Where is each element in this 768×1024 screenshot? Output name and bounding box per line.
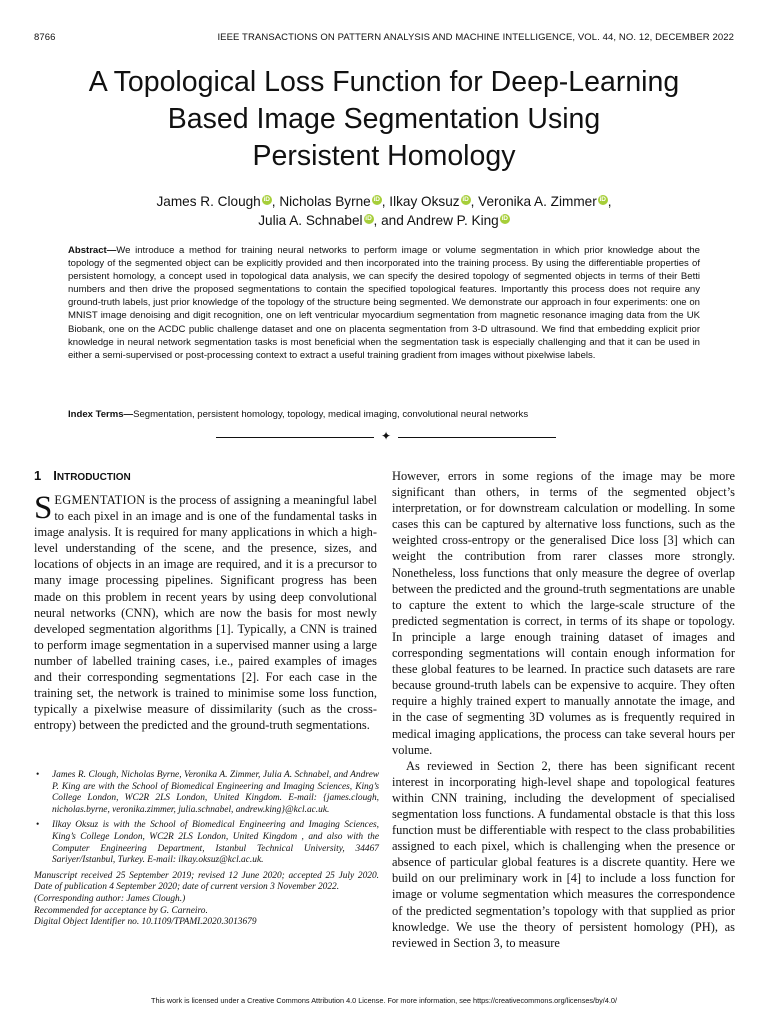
- divider-line-right: [398, 437, 556, 438]
- diamond-ornament-icon: ✦: [380, 429, 392, 443]
- affiliation-note: [34, 770, 379, 816]
- left-column: [34, 468, 377, 733]
- author-line-2: [40, 211, 728, 230]
- section-title-initial: I: [53, 468, 57, 483]
- journal-name: IEEE TRANSACTIONS ON PATTERN ANALYSIS AND MACHINE INTELLIGENCE, VOL. 44, NO. 12, DECEMBER 2022: [217, 32, 734, 43]
- section-title-rest: NTRODUCTION: [56, 472, 131, 483]
- affiliation-text: James R. Clough, Nicholas Byrne, Veronika A. Zimmer, Julia A. Schnabel, and Andrew P. King are with the School of Biomedical Engineering and Imaging Sciences, King’s College London, WC2R 2LS London, United Kingdom. E-mail: {james.clough, nicholas.byrne, veronika.zimmer, julia.schnabel, andrew.king}@kcl.ac.uk.: [52, 770, 379, 815]
- bullet-icon: •: [36, 820, 40, 831]
- divider-line-left: [216, 437, 374, 438]
- paper-title: [30, 64, 738, 175]
- bullet-icon: •: [36, 770, 40, 780]
- title-line-1: A Topological Loss Function for Deep-Learning: [88, 66, 680, 98]
- section-number: 1: [34, 468, 42, 483]
- page-number: 8766: [34, 32, 56, 43]
- title-line-3: Persistent Homology: [252, 140, 516, 172]
- intro-paragraph-3: As reviewed in Section 2, there has been significant recent interest in incorporating high-level shape and topological features within CNN training, including the development of specialised segmentation loss functions. A fundamental obstacle is that this loss function must be differentiable with respect to the class probabilities assigned to each pixel, which is challenging when the presence or absence of particular global features is a discrete quantity. Here we build on our preliminary work in [4] to include a loss function for image or volume segmentation which measures the correspondence of the predicted segmentation’s topology with that supplied as prior knowledge. We use the theory of persistent homology (PH), as reviewed in Section 3, to measure: [392, 758, 735, 950]
- author-list: [40, 192, 728, 230]
- author-separator: , and: [373, 213, 404, 228]
- author-name: Nicholas Byrne: [279, 194, 371, 209]
- affiliation-note: [34, 820, 379, 866]
- lead-word: EGMENTATION: [54, 493, 146, 507]
- orcid-icon[interactable]: iD: [263, 196, 270, 203]
- author-name: Andrew P. King: [406, 213, 499, 228]
- author-separator: ,: [271, 194, 276, 209]
- author-separator: ,: [381, 194, 386, 209]
- author-name: Ilkay Oksuz: [389, 194, 460, 209]
- abstract-label: Abstract—: [68, 245, 117, 256]
- index-terms: [68, 408, 700, 421]
- intro-paragraph-2: However, errors in some regions of the image may be more significant than others, in terms of the segmented object’s interpretation, or for downstream calculation or modelling. In some cases this can be captured by alternative loss functions, such as the weighted cross-entropy or the generalised Dice loss [3] which can weight the contribution from rarer classes more strongly. Nonetheless, loss functions that only measure the degree of overlap between the predicted and the ground-truth segmentations are unable to capture the extent to which the large-scale structure of the predicted segmentation is correct, in terms of its shape or topology. In principle a large enough training dataset of images and corresponding segmentations will contain enough information for these global features to be learned. In practice such datasets are rare because ground-truth labels can be expensive to acquire. They often require a highly trained expert to manually annotate the image, and in the case of segmenting 3D volumes as is frequently required in medical imaging applications, the process can take several hours per volume.: [392, 469, 735, 757]
- manuscript-dates: Manuscript received 25 September 2019; revised 12 June 2020; accepted 25 July 2020. Date of publication 4 September 2020; date of current version 3 November 2022.: [34, 870, 379, 893]
- license-notice[interactable]: This work is licensed under a Creative Commons Attribution 4.0 License. For more information, see https://creativecommons.org/licenses/by/4.0/: [151, 996, 617, 1005]
- title-line-2: Based Image Segmentation Using: [167, 103, 601, 135]
- author-separator: ,: [607, 194, 612, 209]
- affiliation-text: Ilkay Oksuz is with the School of Biomedical Engineering and Imaging Sciences, King’s College London, WC2R 2LS London, United Kingdom , and also with the Computer Engineering Department, Istanbul Technical University, 34467 Sariyer/Istanbul, Turkey. E-mail: ilkay.oksuz@kcl.ac.uk.: [52, 820, 379, 866]
- orcid-icon[interactable]: iD: [373, 196, 380, 203]
- drop-cap: S: [34, 490, 53, 526]
- section-heading: [34, 468, 377, 486]
- orcid-icon[interactable]: iD: [501, 215, 508, 222]
- index-terms-label: Index Terms—: [68, 409, 134, 420]
- orcid-icon[interactable]: iD: [365, 215, 372, 222]
- author-name: James R. Clough: [156, 194, 261, 209]
- right-column: [392, 468, 735, 951]
- author-separator: ,: [470, 194, 475, 209]
- author-name: Veronika A. Zimmer: [478, 194, 597, 209]
- footnotes: [34, 770, 379, 929]
- corresponding-author: (Corresponding author: James Clough.): [34, 893, 186, 904]
- orcid-icon[interactable]: iD: [599, 196, 606, 203]
- manuscript-meta: [34, 871, 379, 929]
- orcid-icon[interactable]: iD: [462, 196, 469, 203]
- intro-paragraph-1: [34, 492, 377, 733]
- doi-link[interactable]: Digital Object Identifier no. 10.1109/TPAMI.2020.3013679: [34, 917, 257, 928]
- recommended-by: Recommended for acceptance by G. Carneiro.: [34, 905, 208, 916]
- section-divider: [216, 431, 556, 443]
- abstract: [68, 244, 700, 362]
- running-head: [34, 32, 734, 43]
- abstract-text: We introduce a method for training neural networks to perform image or volume segmentation in which prior knowledge about the topology of the segmented object can be explicitly provided and then incorporated into the training process. By using the differentiable properties of persistent homology, a concept used in topological data analysis, we can specify the desired topology of segmented objects in terms of their Betti numbers and then drive the proposed segmentations to contain the specified topological features. Importantly this process does not require any ground-truth labels, just prior knowledge of the topology of the structure being segmented. We demonstrate our approach in four experiments: one on MNIST image denoising and digit recognition, one on left ventricular myocardium segmentation from magnetic resonance imaging data from the UK Biobank, one on the ACDC public challenge dataset and one on placenta segmentation from 3-D ultrasound. We find that embedding explicit prior knowledge in neural network segmentation tasks is most beneficial when the segmentation task is especially challenging and that it can be used in either a semi-supervised or post-processing context to extract a useful training gradient from images without pixelwise labels.: [68, 245, 700, 361]
- author-line-1: [40, 192, 728, 211]
- author-name: Julia A. Schnabel: [258, 213, 363, 228]
- paragraph-text: is the process of assigning a meaningful label to each pixel in an image and is one of the fundamental tasks in image analysis. It is required for many applications in which a high-level understanding of the scene, and the presence, sizes, and locations of objects in an image are required, and it is a precursor to many image processing pipelines. Significant progress has been made on this problem in recent years by using deep convolutional neural networks (CNN), which are now the basis for most newly developed segmentation algorithms [1]. Typically, a CNN is trained to perform image segmentation in a supervised manner using a large number of labelled training cases, i.e., paired examples of images and their corresponding segmentations [2]. For each case in the training set, the network is trained to minimise some loss function, typically a pixelwise measure of dissimilarity (such as the cross-entropy) between the predicted and the ground-truth segmentations.: [34, 493, 377, 733]
- index-terms-text: Segmentation, persistent homology, topology, medical imaging, convolutional neural networks: [133, 409, 529, 420]
